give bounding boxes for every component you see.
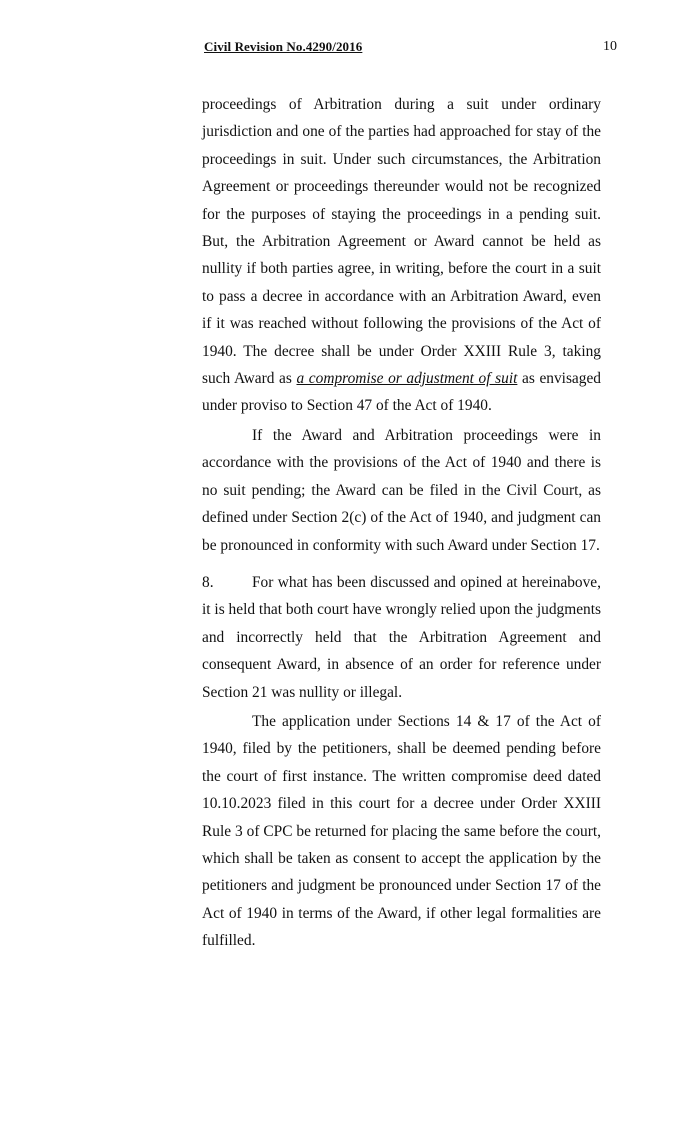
paragraph-number: 8. (202, 573, 214, 591)
paragraph-text: For what has been discussed and opined at hereinabove, it is held that both court have wrongly relied upon the judgments and incorrectly held that the Arbitration Agreement and consequent Award, in absence of an order for reference under Section 21 was nullity or illegal. (202, 573, 601, 701)
paragraph-text-before-emphasis: proceedings of Arbitration during a suit under ordinary jurisdiction and one of the parties had approached for stay of the proceedings in suit. Under such circumstances, the Arbitration Agreement or proceedings thereunder would not be recognized for the purposes of staying the proceedings in a pending suit. But, the Arbitration Agreement or Award cannot be held as nullity if both parties agree, in writing, before the court in a suit to pass a decree in accordance with an Arbitration Award, even if it was reached without following the provisions of the Act of 1940. The decree shall be under Order XXIII Rule 3, taking such Award as (202, 96, 601, 388)
paragraph-8 (202, 569, 601, 706)
paragraph-continuation (202, 91, 601, 420)
document-body (202, 91, 601, 955)
paragraph-order (202, 708, 601, 955)
page-number: 10 (603, 39, 617, 54)
paragraph-text: If the Award and Arbitration proceedings were in accordance with the provisions of the Act of 1940 and there is no suit pending; the Award can be filed in the Civil Court, as defined under Section 2(c) of the Act of 1940, and judgment can be pronounced in conformity with such Award under Section 17. (202, 426, 601, 554)
paragraph-text: The application under Sections 14 & 17 of the Act of 1940, filed by the petitioners, shall be deemed pending before the court of first instance. The written compromise deed dated 10.10.2023 filed in this court for a decree under Order XXIII Rule 3 of CPC be returned for placing the same before the court, which shall be taken as consent to accept the application by the petitioners and judgment be pronounced under Section 17 of the Act of 1940 in terms of the Award, if other legal formalities are fulfilled. (202, 712, 601, 950)
paragraph-award-filing (202, 422, 601, 559)
case-title: Civil Revision No.4290/2016 (204, 39, 363, 54)
paragraph-text-after-emphasis: as envisaged under proviso to Section 47 of the Act of 1940. (202, 370, 601, 415)
emphasized-phrase: a compromise or adjustment of suit (296, 370, 518, 388)
